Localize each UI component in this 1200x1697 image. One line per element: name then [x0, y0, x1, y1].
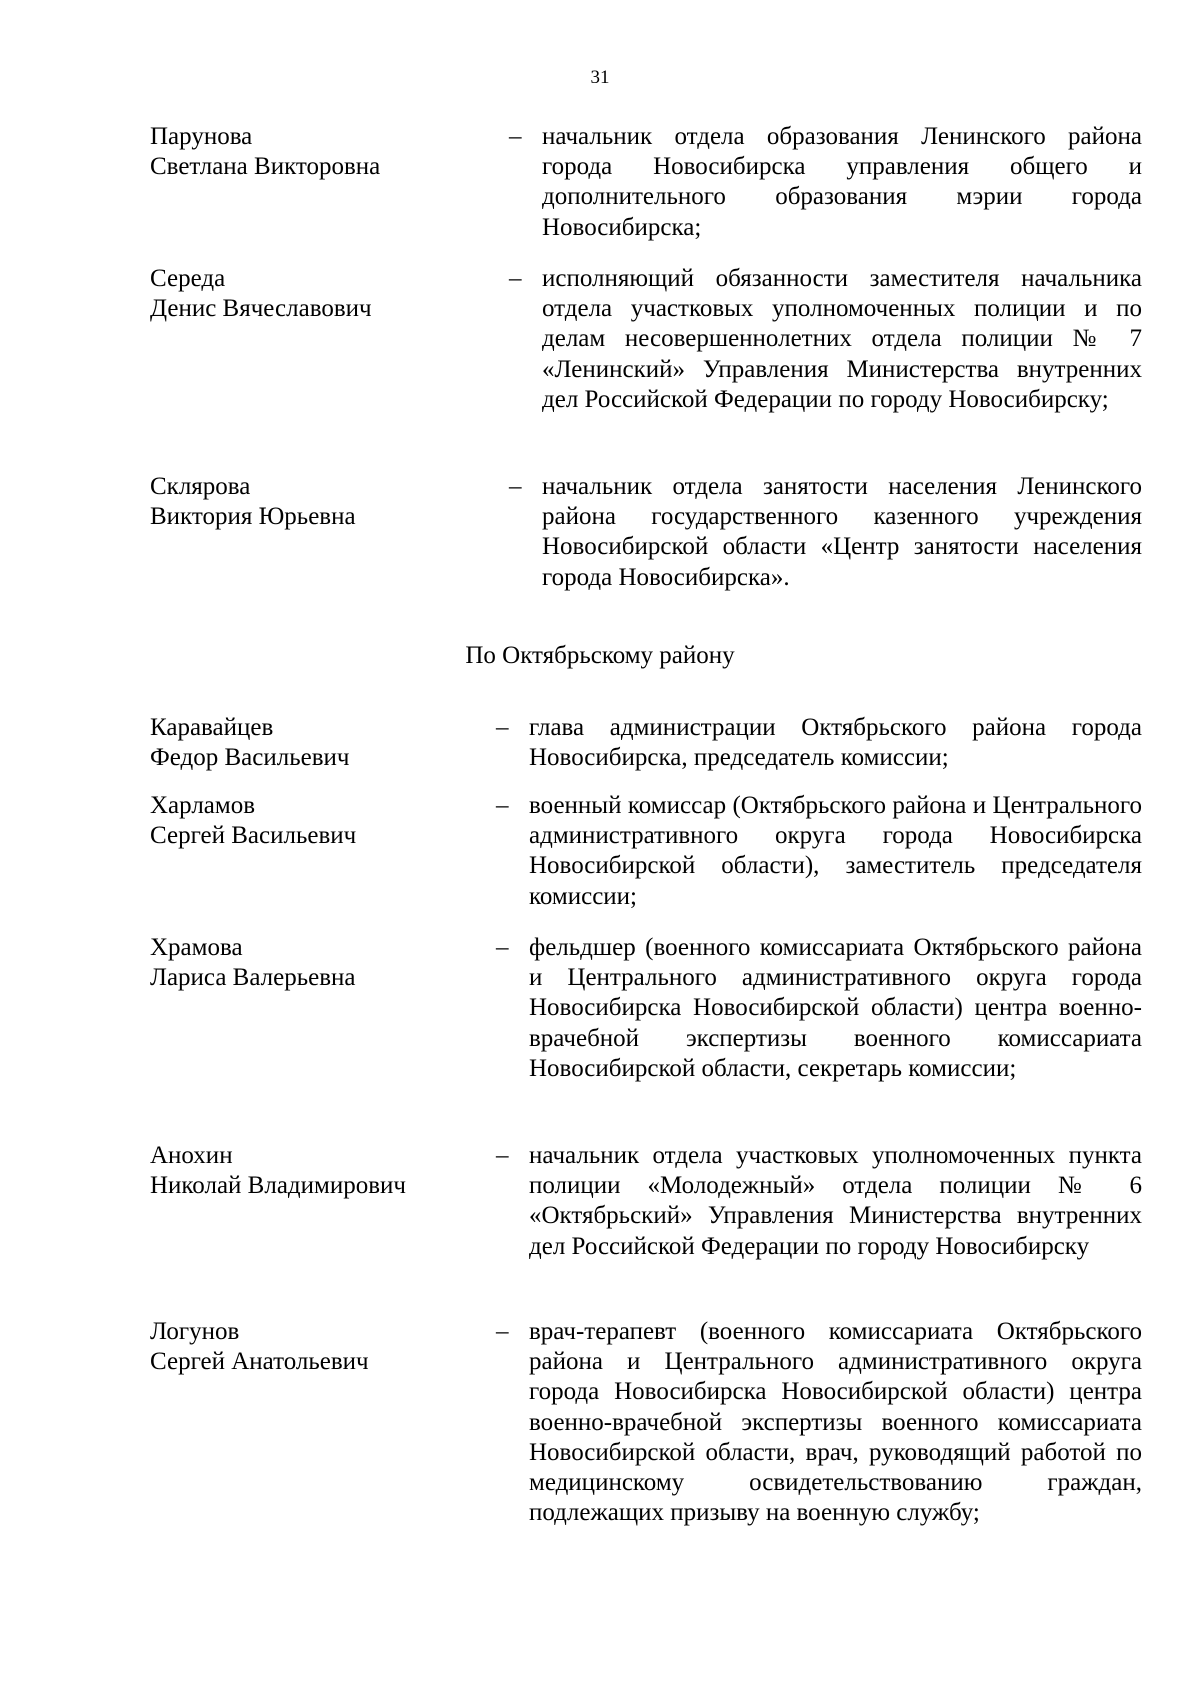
dash-separator: – — [496, 714, 509, 741]
member-name: Храмова Лариса Валерьевна — [150, 934, 356, 992]
dash-separator: – — [509, 123, 522, 150]
member-name: Середа Денис Вячеславович — [150, 265, 372, 323]
member-name: Логунов Сергей Анатольевич — [150, 1318, 369, 1376]
dash-separator: – — [496, 1318, 509, 1345]
member-position: начальник отдела занятости населения Ленинского района государственного казенного учреждения Новосибирской области «Центр занятости населения города Новосибирска». — [542, 473, 1142, 591]
member-position: исполняющий обязанности заместителя начальника отдела участковых уполномоченных полиции и по делам несовершеннолетних отдела полиции № 7 «Ленинский» Управления Министерства внутренних дел Российской Федерации по городу Новосибирску; — [542, 265, 1142, 413]
dash-separator: – — [509, 473, 522, 500]
member-name: Анохин Николай Владимирович — [150, 1142, 406, 1200]
member-position: начальник отдела образования Ленинского района города Новосибирска управления общего и дополнительного образования мэрии города Новосибирска; — [542, 123, 1142, 241]
member-position: глава администрации Октябрьского района города Новосибирска, председатель комиссии; — [529, 714, 1142, 772]
member-position: фельдшер (военного комиссариата Октябрьского района и Центрального административного округа города Новосибирска Новосибирской области) центра военно-врачебной экспертизы военного комиссариата Новосибирской области, секретарь комиссии; — [529, 934, 1142, 1082]
dash-separator: – — [496, 792, 509, 819]
member-name: Харламов Сергей Васильевич — [150, 792, 357, 850]
section-heading: По Октябрьскому району — [465, 642, 735, 669]
member-position: начальник отдела участковых уполномоченных пункта полиции «Молодежный» отдела полиции № 6 «Октябрьский» Управления Министерства внутренних дел Российской Федерации по городу Новосибирску — [529, 1142, 1142, 1260]
dash-separator: – — [496, 1142, 509, 1169]
member-name: Склярова Виктория Юрьевна — [150, 473, 356, 531]
member-position: врач-терапевт (военного комиссариата Октябрьского района и Центрального административного округа города Новосибирска Новосибирской области) центра военно-врачебной экспертизы военного комиссариата Новосибирской области, врач, руководящий работой по медицинскому освидетельствованию граждан, подлежащих призыву на военную службу; — [529, 1318, 1142, 1527]
dash-separator: – — [496, 934, 509, 961]
member-name: Каравайцев Федор Васильевич — [150, 714, 350, 772]
member-name: Парунова Светлана Викторовна — [150, 123, 381, 181]
page-number: 31 — [590, 67, 610, 88]
member-position: военный комиссар (Октябрьского района и Центрального административного округа города Новосибирска Новосибирской области), заместитель председателя комиссии; — [529, 792, 1142, 910]
dash-separator: – — [509, 265, 522, 292]
